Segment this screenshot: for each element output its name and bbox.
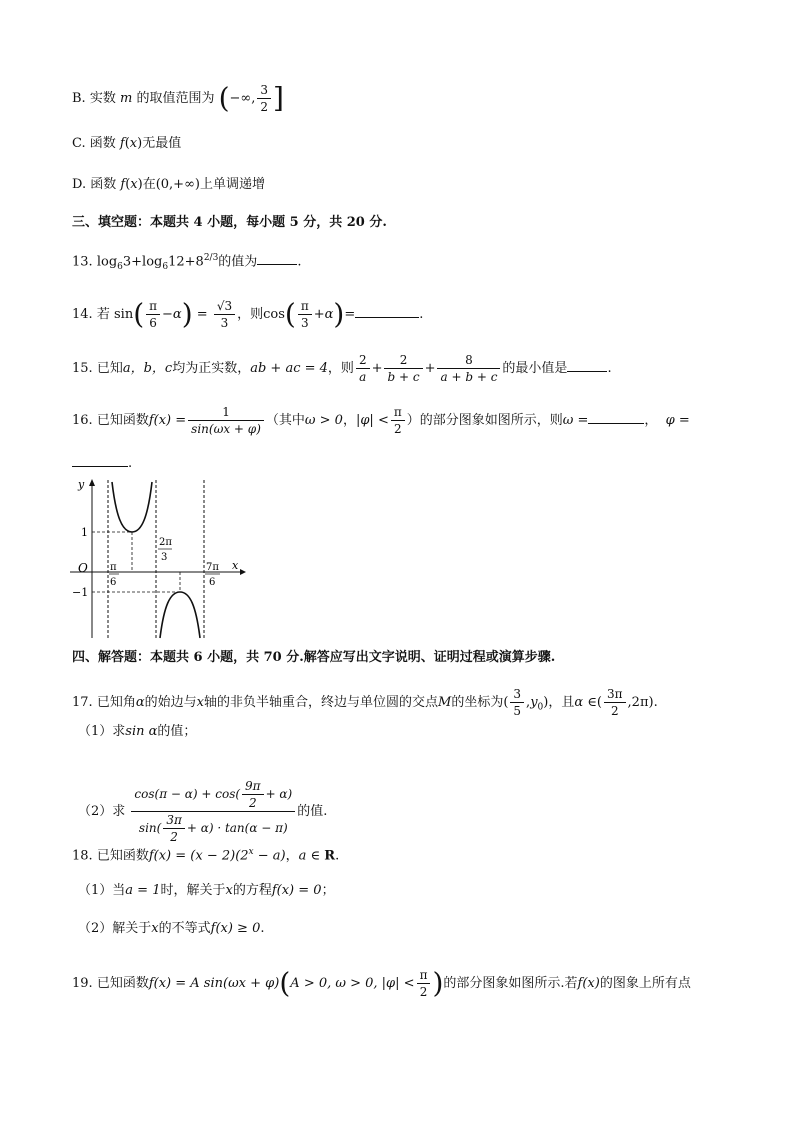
option-b: B. 实数 m 的取值范围为 (−∞, $\frac{3}{2}$ ] bbox=[72, 81, 284, 115]
tick-label-pi6-num: π bbox=[110, 562, 117, 573]
tick-label-7pi6-den: 6 bbox=[209, 577, 216, 588]
question-15: 15. 已知a，b，c均为正实数，ab + ac = 4，则 $\frac{2}{a}$ + $\frac{2}{b + c}$ + $\frac{8}{a + b + c}$ 的最小值是 . bbox=[72, 353, 612, 384]
tick-label-7pi6-num: 7π bbox=[206, 562, 219, 573]
tick-label-1: 1 bbox=[81, 526, 88, 539]
question-16-cont: . bbox=[72, 452, 132, 474]
question-19: 19. 已知函数f(x) = A sin(ωx + φ)(A > 0, ω > 0, |φ| < $\frac{\pi}{2}$ )的部分图象如图所示.若f(x)的图象上所有点 bbox=[72, 966, 691, 1000]
question-14: 14. 若 sin( $\frac{\pi}{6}$ −α) = $\frac{√3}{3}$ ，则cos( $\frac{\pi}{3}$ +α)= . bbox=[72, 297, 424, 331]
origin-label: O bbox=[78, 561, 88, 575]
answer-blank bbox=[567, 357, 607, 372]
answer-blank bbox=[72, 452, 128, 467]
tick-label-neg1: −1 bbox=[72, 586, 89, 599]
x-axis-arrow bbox=[240, 569, 246, 575]
answer-blank bbox=[588, 409, 644, 424]
section-3-heading: 三、填空题：本题共 4 小题，每小题 5 分，共 20 分. bbox=[72, 215, 387, 230]
function-graph bbox=[68, 478, 248, 640]
question-18-part-2: （2）解关于x的不等式f(x) ≥ 0. bbox=[78, 921, 265, 936]
fraction: $\frac{3}{2}$ bbox=[257, 82, 271, 115]
tick-label-2pi3-num: 2π bbox=[159, 537, 172, 548]
x-label: x bbox=[232, 559, 239, 572]
tick-label-pi6-den: 6 bbox=[110, 577, 117, 588]
question-18: 18. 已知函数$f(x) = (x - 2)(2^x - a)$，a ∈ R. bbox=[72, 847, 340, 864]
answer-blank bbox=[355, 303, 419, 318]
question-17: 17. 已知角α的始边与x轴的非负半轴重合，终边与单位圆的交点M的坐标为( $\frac{3}{5}$ $,y_0$)，且α ∈( $\frac{3\pi}{2}$ ,2π). bbox=[72, 687, 658, 718]
question-18-part-1: （1）当a = 1时，解关于x的方程f(x) = 0； bbox=[78, 883, 335, 898]
tick-label-2pi3-den: 3 bbox=[161, 552, 168, 563]
y-label: y bbox=[78, 478, 85, 491]
question-17-part-2: （2）求 cos(π − α) + cos( $\frac{9\pi}{2}$ + α) sin( $\frac{3\pi}{2}$ + α) · tan(α − π) 的值. bbox=[78, 779, 328, 844]
curve-upper bbox=[112, 482, 152, 532]
question-17-part-1: （1）求sin α的值； bbox=[78, 724, 197, 739]
question-13: 13. $\log_63+\log_612+8^{2/3}$的值为 . bbox=[72, 248, 301, 277]
option-d: D. 函数 f(x)在(0,+∞)上单调递增 bbox=[72, 177, 265, 192]
curve-lower bbox=[160, 592, 200, 638]
answer-blank bbox=[257, 250, 297, 265]
y-axis-arrow bbox=[89, 479, 95, 486]
question-16: 16. 已知函数f(x) = $\frac{1}{\sin(\omega x + \varphi)}$ （其中ω > 0，|φ| < $\frac{\pi}{2}$ ）的部分图象如图所示，则ω = ， φ = bbox=[72, 405, 690, 436]
option-c: C. 函数 f(x)无最值 bbox=[72, 136, 182, 151]
section-4-heading: 四、解答题：本题共 6 小题，共 70 分.解答应写出文字说明、证明过程或演算步骤. bbox=[72, 650, 556, 665]
